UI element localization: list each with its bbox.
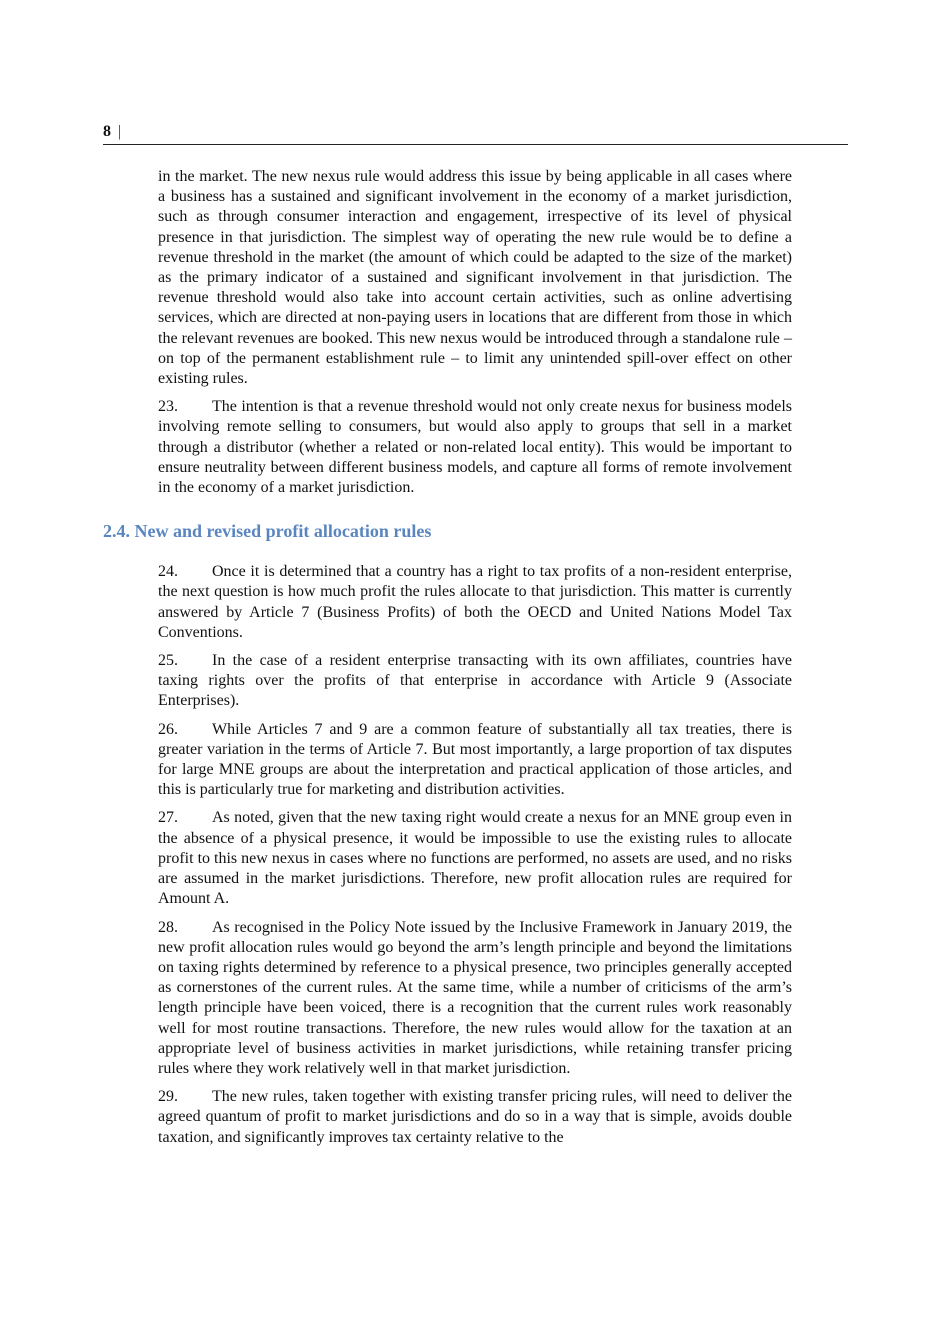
page-header: [103, 121, 848, 145]
paragraph-number: 28.: [158, 918, 178, 936]
paragraph-number: 27.: [158, 809, 178, 827]
page-number: 8: [103, 123, 111, 140]
paragraph-continued: in the market. The new nexus rule would address this issue by being applicable in all cases where a business has a sustained and significant involvement in the economy of a market jurisdiction, such as through consumer interaction and engagement, irrespective of its level of physical presence in that jurisdiction. The simplest way of operating the new rule would be to define a revenue threshold in the market (the amount of which could be adapted to the size of the market) as the primary indicator of a sustained and significant involvement in that jurisdiction. The revenue threshold would also take into account certain activities, such as online advertising services, which are directed at non-paying users in locations that are different from those in which the relevant revenues are booked. This new nexus would be introduced through a standalone rule – on top of the permanent establishment rule – to limit any unintended spill-over effect on other existing rules.: [158, 168, 792, 388]
header-separator: |: [118, 123, 122, 140]
paragraph-text: The new rules, taken together with existing transfer pricing rules, will need to deliver the agreed quantum of profit to market jurisdictions and do so in a way that is simple, avoids double taxation, and significantly improves tax certainty relative to the: [158, 1088, 792, 1146]
paragraph-29: [158, 1087, 792, 1148]
paragraph-24: [158, 562, 792, 643]
paragraph-text: As noted, given that the new taxing right would create a nexus for an MNE group even in the absence of a physical presence, it would be impossible to use the existing rules to allocate profit to this new nexus in cases where no functions are performed, no assets are used, and no risks are assumed in the market jurisdictions. Therefore, new profit allocation rules are required for Amount A.: [158, 809, 792, 908]
paragraph-number: 25.: [158, 652, 178, 670]
page-body: [103, 167, 792, 1156]
paragraph-text: As recognised in the Policy Note issued by the Inclusive Framework in January 2019, the new profit allocation rules would go beyond the arm’s length principle and beyond the limitations on taxing rights determined by reference to a physical presence, two principles generally accepted as cornerstones of the current rules. At the same time, while a number of criticisms of the arm’s length principle have been voiced, there is a recognition that the current rules work reasonably well for most routine transactions. Therefore, the new rules would allow for the taxation at an appropriate level of business activities in market jurisdictions, while retaining transfer pricing rules where they work relatively well in that market jurisdiction.: [158, 918, 792, 1077]
paragraph-text: Once it is determined that a country has a right to tax profits of a non-resident enterprise, the next question is how much profit the rules allocate to that jurisdiction. This matter is currently answered by Article 7 (Business Profits) of both the OECD and United Nations Model Tax Conventions.: [158, 563, 792, 641]
paragraph-number: 29.: [158, 1088, 178, 1106]
paragraph-23: [158, 397, 792, 498]
section-heading: 2.4. New and revised profit allocation rules: [103, 521, 432, 542]
paragraph-25: [158, 651, 792, 712]
paragraph-26: [158, 720, 792, 801]
paragraph-number: 26.: [158, 720, 178, 738]
paragraph-28: [158, 918, 792, 1080]
paragraph-text: While Articles 7 and 9 are a common feature of substantially all tax treaties, there is greater variation in the terms of Article 7. But most importantly, a large proportion of tax disputes for large MNE groups are about the interpretation and practical application of those articles, and this is particularly true for marketing and distribution activities.: [158, 720, 792, 799]
paragraph-number: 23.: [158, 398, 178, 416]
paragraph-text: In the case of a resident enterprise transacting with its own affiliates, countries have taxing rights over the profits of that enterprise in accordance with Article 9 (Associate Enterprises).: [158, 652, 792, 710]
paragraph-27: [158, 808, 792, 909]
paragraph-text: The intention is that a revenue threshold would not only create nexus for business models involving remote selling to consumers, but would also apply to groups that sell in a market through a distributor (whether a related or non-related local entity). This would be important to ensure neutrality between different business models, and capture all forms of remote involvement in the economy of a market jurisdiction.: [158, 398, 792, 497]
paragraph-number: 24.: [158, 563, 178, 581]
